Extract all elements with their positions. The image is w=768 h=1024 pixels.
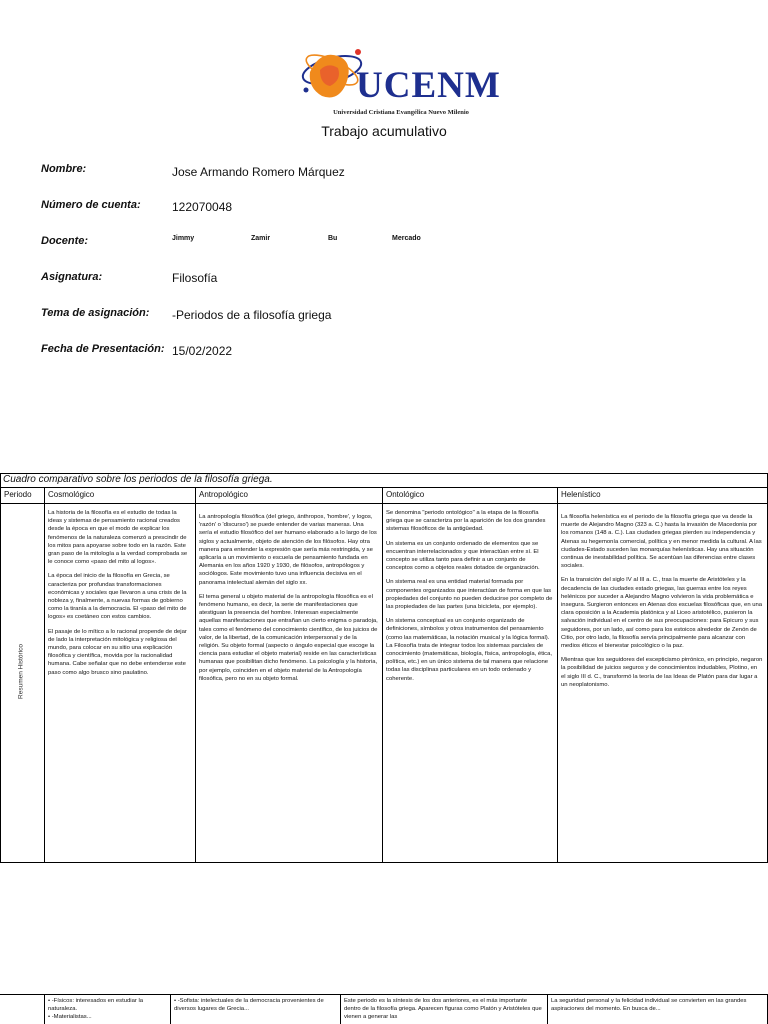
nombre-label: Nombre: xyxy=(41,163,87,175)
paragraph: La filosofía helenística es el periodo de la filosofía griega que va desde la muerte de Alejandro Magno (323 a. C.) hasta la invasión de Macedonia por los romanos (148 a. C.). Las ciudades griegas pierden su independencia y Atenas su hegemonía comercial, política y en menor medida la cultural. A las ciudades-Estado suceden las monarquías helenísticas. Hay una situación continua de inestabilidad política. Se acentúan las diferencias entre clases sociales. xyxy=(561,514,762,570)
paragraph: Un sistema real es una entidad material formada por componentes organizados que interactúan de forma en que las propiedades del conjunto no pueden deducirse por completo de las propiedades de las partes (una bicicleta, por ejemplo). xyxy=(386,579,553,611)
fecha-label: Fecha de Presentación: xyxy=(41,343,165,355)
cosmologico-continued-cell xyxy=(48,997,168,1024)
row-label-text: Resumen Histórico xyxy=(17,644,25,699)
paragraph: En la transición del siglo IV al III a. C., tras la muerte de Aristóteles y la decadencia de las ciudades estado griegas, las guerras entre los reyes helénicos por suceder a Alejandro Magno volvieron la vida problemática e insegura. Surgieron entonces en Atenas dos escuelas filosóficas que, en una clara oposición a la Academia platónica y al Liceo aristotélico, pusieron la salvación individual en el centro de sus preocupaciones: para Epicuro y sus seguidores, por un lado, así como para los estoicos alrededor de Zenón de Citio, por otro lado, la filosofía servía principalmente para alcanzar con medios éticos el bienestar psicológico o la paz. xyxy=(561,577,763,650)
paragraph: Este periodo es la síntesis de los dos anteriores, es el más importante dentro de la filosofía griega. Aparecen figuras como Platón y Aristóteles que vienen a generar las xyxy=(344,998,542,1020)
comparison-table xyxy=(0,473,768,863)
column-header: Periodo xyxy=(4,490,32,499)
column-header: Antropológico xyxy=(199,490,248,499)
bullet-item: diversos lugares de Grecia... xyxy=(174,1006,249,1012)
paragraph: El tema general u objeto material de la antropología filosófica es el fenómeno humano, es decir, la serie de manifestaciones que atestiguan la presencia del hombre. Interesan especialmente aquellas manifestaciones que entrañan un cierto enigma o paradoja, tales como el fenómeno del conocimiento científico, de los juicios de valor, de la libertad, de la comunicación interpersonal y de la religión. Su objeto formal (aspecto o ángulo especial que escoge la ciencia para estudiar el objeto material) reside en las características humanas que posibilitan dicho fenómeno. La psicología y la historia, por ejemplo, coinciden en el objeto material de la Antropología filosófica, pero no en su objeto formal. xyxy=(199,593,378,682)
docente-name-part: Bu xyxy=(328,235,338,242)
docente-name-part: Zamir xyxy=(251,235,271,242)
comparison-table-continued xyxy=(0,994,768,1024)
table-border xyxy=(0,503,768,504)
tema-value: -Periodos de a filosofía griega xyxy=(172,308,332,322)
paragraph: El pasaje de lo mítico a lo racional propende de dejar de lado la interpretación mitológica y religiosa del mundo, para colocar en su sitio una explicación filosófica y científica, movida por la racionalidad humana. Cabe señalar que no debe entenderse este paso como algo brusco sino paulatino. xyxy=(48,628,187,676)
helenistico-cell xyxy=(561,513,763,859)
table-border xyxy=(547,994,548,1024)
column-header: Cosmológico xyxy=(48,490,95,499)
paragraph: Se denomina "periodo ontológico" a la etapa de la filosofía griega que se caracteriza por la aparición de los dos grandes sistemas filosóficos de la antigüedad. xyxy=(386,510,546,533)
paragraph: La antropología filosófica (del griego, ánthropos, 'hombre', y logos, 'razón' o 'discurso') se puede entender de varias maneras. Una sería el estudio filosófico del ser humano elaborado a lo largo de los siglos y actualmente, objeto de atención de los filósofos. Hay otra manera para entender la expresión que sería más restringida, y se aplicaría a un movimiento o escuela de pensamiento fundada en Alemania en los años 1920 y 1930, de filósofos, antropólogos y sociólogos. Este movimiento tuvo una influencia decisiva en el panorama intelectual alemán del siglo xx. xyxy=(199,514,377,586)
bullet-item: • -Materialistas... xyxy=(48,1014,92,1020)
logo-name: UCENM xyxy=(356,65,501,106)
ontologico-continued-cell xyxy=(344,997,544,1024)
antropologico-cell xyxy=(199,513,378,859)
asignatura-label: Asignatura: xyxy=(41,271,103,283)
docente-name-part: Mercado xyxy=(392,235,421,242)
bullet-item: • -Físicos: interesados en estudiar la naturaleza. xyxy=(48,998,144,1012)
paragraph: La época del inicio de la filosofía en Grecia, se caracteriza por profundas transformaciones económicas y sociales que llevaron a una crisis de la nobleza y, finalmente, a nuevas formas de gobierno como la tiranía a la democracia. El «paso del mito de logos» es coetáneo con estos cambios. xyxy=(48,573,187,621)
table-caption: Cuadro comparativo sobre los periodos de la filosofía griega. xyxy=(3,474,273,485)
paragraph: La seguridad personal y la felicidad individual se convierten en las grandes aspiraciones del momento. En busca de... xyxy=(551,998,747,1012)
docente-name-part: Jimmy xyxy=(172,235,195,242)
paragraph: Mientras que los seguidores del escepticismo pirrónico, en principio, negaron la posibilidad de juicios seguros y de conocimientos indudables, Plotino, en el siglo III d. C., transformó la teoría de las Ideas de Platón para dar lugar a un neoplatonismo. xyxy=(561,657,763,688)
column-header: Ontológico xyxy=(386,490,425,499)
antropologico-continued-cell xyxy=(174,997,336,1024)
document-title: Trabajo acumulativo xyxy=(321,123,447,139)
helenistico-continued-cell xyxy=(551,997,763,1024)
asignatura-value: Filosofía xyxy=(172,271,218,285)
table-border xyxy=(170,994,171,1024)
paragraph: Un sistema es un conjunto ordenado de elementos que se encuentran interrelacionados y que interactúan entre sí. El concepto se utiliza tanto para definir a un conjunto de conceptos como a objetos reales dotados de organización. xyxy=(386,540,540,572)
table-border xyxy=(0,473,1,863)
cosmologico-cell xyxy=(48,509,191,859)
docente-label: Docente: xyxy=(41,235,89,247)
table-border xyxy=(0,487,768,488)
cuenta-value: 122070048 xyxy=(172,200,233,214)
nombre-value: Jose Armando Romero Márquez xyxy=(172,165,345,179)
logo-subtitle: Universidad Cristiana Evangélica Nuevo Milenio xyxy=(333,109,469,116)
bullet-item: • -Sofista: intelectuales de la democracia provenientes de xyxy=(174,998,324,1004)
table-border xyxy=(557,487,558,863)
ontologico-cell xyxy=(386,509,553,859)
university-logo xyxy=(298,40,501,122)
column-header: Helenístico xyxy=(561,490,601,499)
row-label xyxy=(9,613,33,733)
table-border xyxy=(44,994,45,1024)
table-border xyxy=(340,994,341,1024)
fecha-value: 15/02/2022 xyxy=(172,344,233,358)
cuenta-label: Número de cuenta: xyxy=(41,199,141,211)
paragraph: Un sistema conceptual es un conjunto organizado de definiciones, símbolos y otros instrumentos del pensamiento (como las matemáticas, la notación musical y la lógica formal). La Filosofía trata de integrar todos los sistemas parciales de conocimiento (matemáticas, biología, física, antropología, ética, política, etc.) en un único sistema de tal manera que relacione todas las disciplinas particulares en un todo ordenado y coherente. xyxy=(386,618,553,682)
table-border xyxy=(0,994,768,995)
table-border xyxy=(195,487,196,863)
paragraph: La historia de la filosofía es el estudio de todas la ideas y sistemas de pensamiento racional creados desde la época en que el modo de explicar los fenómenos de la naturaleza comenzó a prescindir de los mitos para apoyarse sobre todo en la razón. Este gran paso de la mitología a la verdad comprobada se le conoce como «paso del mito al logos». xyxy=(48,510,188,566)
tema-label: Tema de asignación: xyxy=(41,307,150,319)
table-border xyxy=(44,487,45,863)
table-border xyxy=(0,862,768,863)
table-border xyxy=(382,487,383,863)
